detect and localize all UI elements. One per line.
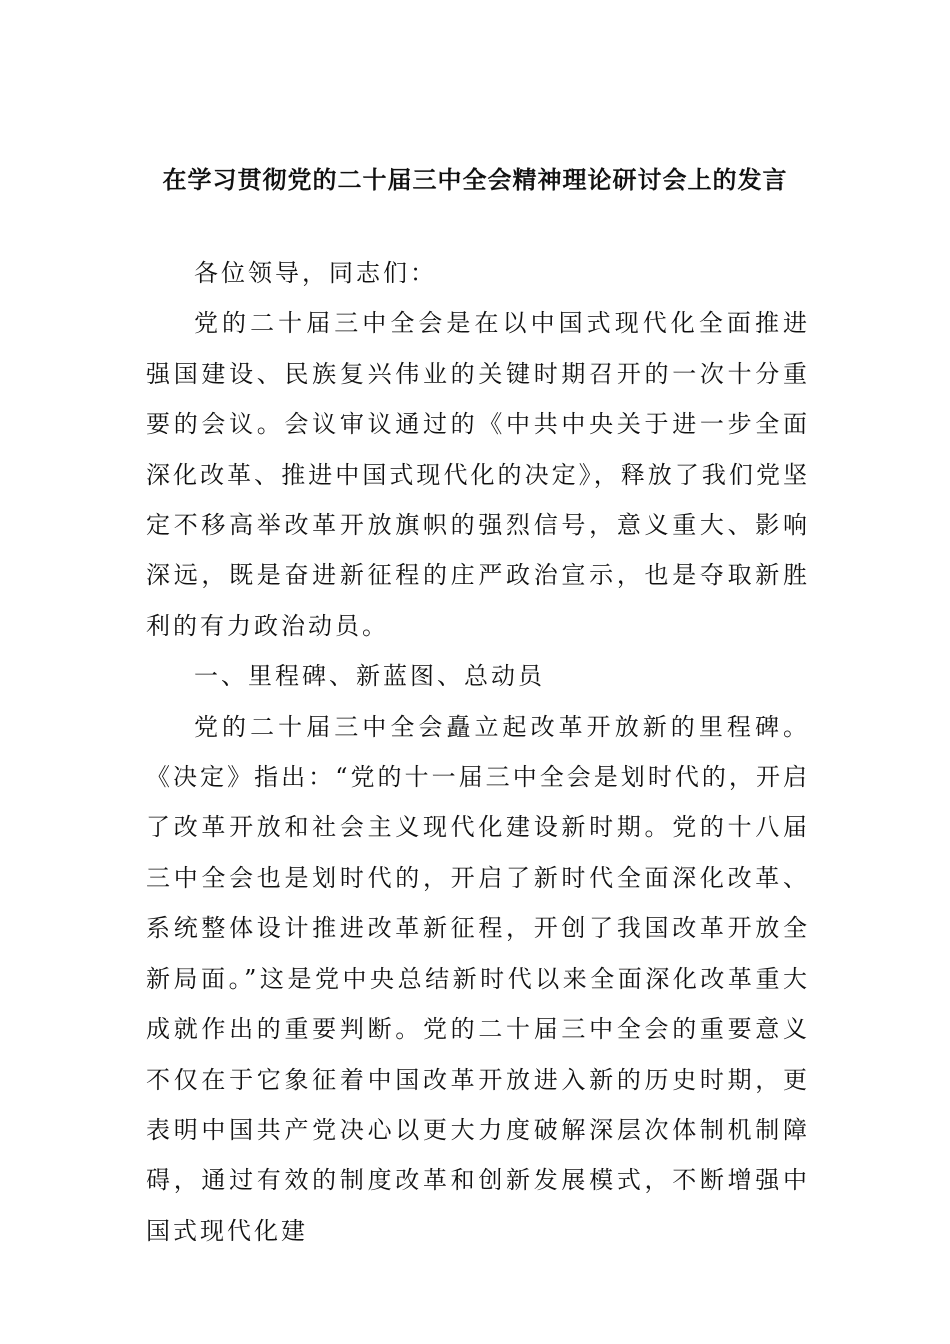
salutation: 各位领导，同志们： bbox=[194, 259, 437, 287]
section-heading-1: 一、里程碑、新蓝图、总动员 bbox=[194, 662, 545, 691]
document-title: 在学习贯彻党的二十届三中全会精神理论研讨会上的发言 bbox=[162, 165, 788, 194]
paragraph-milestone: 党的二十届三中全会矗立起改革开放新的里程碑。《决定》指出：“党的十一届三中全会是划时代的，开启了改革开放和社会主义现代化建设新时期。党的十八届三中全会也是划时代的，开启了新时代全面深化改革、系统整体设计推进改革新征程，开创了我国改革开放全新局面。”这是党中央总结新时代以来全面深化改革重大成就作出的重要判断。党的二十届三中全会的重要意义不仅在于它象征着中国改革开放进入新的历史时期，更表明中国共产党决心以更大力度破解深层次体制机制障碍，通过有效的制度改革和创新发展模式，不断增强中国式现代化建 bbox=[146, 712, 810, 1245]
document-body bbox=[146, 248, 810, 1256]
paragraph-intro: 党的二十届三中全会是在以中国式现代化全面推进强国建设、民族复兴伟业的关键时期召开的一次十分重要的会议。会议审议通过的《中共中央关于进一步全面深化改革、推进中国式现代化的决定》，释放了我们党坚定不移高举改革开放旗帜的强烈信号，意义重大、影响深远，既是奋进新征程的庄严政治宣示，也是夺取新胜利的有力政治动员。 bbox=[146, 309, 810, 640]
